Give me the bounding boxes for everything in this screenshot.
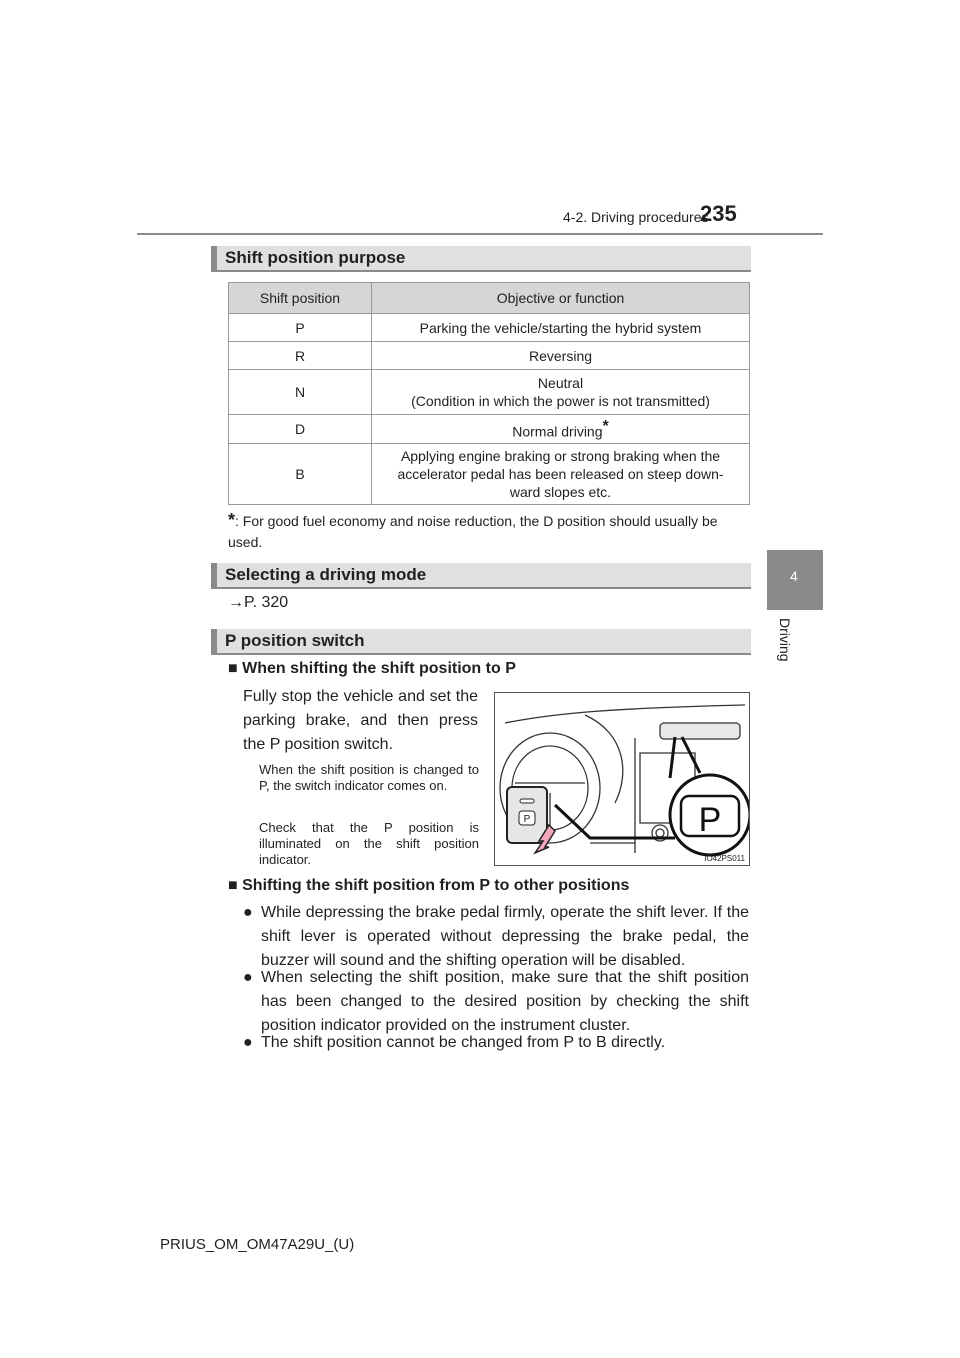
dashboard-drawing	[495, 693, 749, 865]
subheading-text: Shifting the shift position from P to other positions	[242, 877, 630, 894]
subheading-text: When shifting the shift position to P	[242, 660, 516, 677]
table-row	[229, 342, 750, 370]
section-heading-driving-mode: Selecting a driving mode	[211, 563, 751, 589]
square-bullet-icon: ■	[228, 660, 238, 677]
footnote-star: *	[228, 510, 236, 530]
list-item	[243, 901, 749, 973]
row-objective: Applying engine braking or strong braking when the accelerator pedal has been released on steep down- ward slopes etc.	[372, 444, 750, 505]
table-row	[229, 314, 750, 342]
row-position: R	[229, 342, 372, 370]
list-item	[243, 966, 749, 1038]
bullet-dot-icon: ●	[243, 1034, 253, 1051]
row-position: N	[229, 370, 372, 415]
row-position: D	[229, 415, 372, 444]
row-position: P	[229, 314, 372, 342]
footnote-text: : For good fuel economy and noise reduction, the D position should usually be used.	[228, 513, 718, 550]
bullet-dot-icon: ●	[243, 969, 253, 986]
table-row	[229, 415, 750, 444]
row-objective: Parking the vehicle/starting the hybrid system	[372, 314, 750, 342]
section-heading-shift-purpose: Shift position purpose	[211, 246, 751, 272]
page-number: 235	[700, 201, 737, 226]
shift-position-table	[228, 282, 750, 505]
column-header-objective: Objective or function	[372, 283, 750, 314]
chapter-number: 4	[790, 568, 798, 584]
instruction-paragraph: Fully stop the vehicle and set the parking brake, and then press the P position switch.	[243, 688, 478, 753]
list-item-text: When selecting the shift position, make sure that the shift position has been changed to the desired position by checking the shift position indicator provided on the instrument cluster.	[261, 969, 749, 1034]
list-item	[243, 1031, 749, 1055]
column-header-position: Shift position	[229, 283, 372, 314]
header-rule	[137, 233, 823, 235]
figure-p-label: P	[698, 801, 722, 839]
square-bullet-icon: ■	[228, 877, 238, 894]
svg-text:P: P	[523, 814, 531, 825]
row-objective-cell	[372, 415, 750, 444]
table-row	[229, 444, 750, 505]
chapter-label-text: Driving	[777, 618, 793, 662]
table-row	[229, 370, 750, 415]
subheading-shift-from-p	[228, 877, 629, 895]
subheading-shift-to-p	[228, 660, 516, 678]
row-objective: Normal driving	[512, 423, 603, 440]
p-switch-illustration	[494, 692, 750, 866]
list-item-text: The shift position cannot be changed from P to B directly.	[261, 1034, 666, 1051]
footer-document-code: PRIUS_OM_OM47A29U_(U)	[160, 1236, 355, 1253]
chapter-label	[769, 618, 795, 678]
header-section-title: 4-2. Driving procedures	[563, 209, 709, 225]
row-position: B	[229, 444, 372, 505]
row-objective: Neutral (Condition in which the power is not transmitted)	[372, 370, 750, 415]
list-item-text: While depressing the brake pedal firmly, operate the shift lever. If the shift lever is operated without depressing the brake pedal, the buzzer will sound and the shifting operation will be disabled.	[261, 904, 749, 969]
note-switch-indicator: When the shift position is changed to P, the switch indicator comes on.	[259, 762, 479, 793]
figure-code: IO42PS011	[704, 854, 745, 863]
section-heading-p-switch: P position switch	[211, 629, 751, 655]
bullet-dot-icon: ●	[243, 904, 253, 921]
row-objective: Reversing	[372, 342, 750, 370]
footnote	[228, 510, 748, 553]
page-reference-link[interactable]: →P. 320	[228, 594, 289, 611]
footnote-mark: *	[602, 418, 609, 436]
table-header-row	[229, 283, 750, 314]
note-shift-indicator: Check that the P position is illuminated on the shift position indicator.	[259, 820, 479, 867]
